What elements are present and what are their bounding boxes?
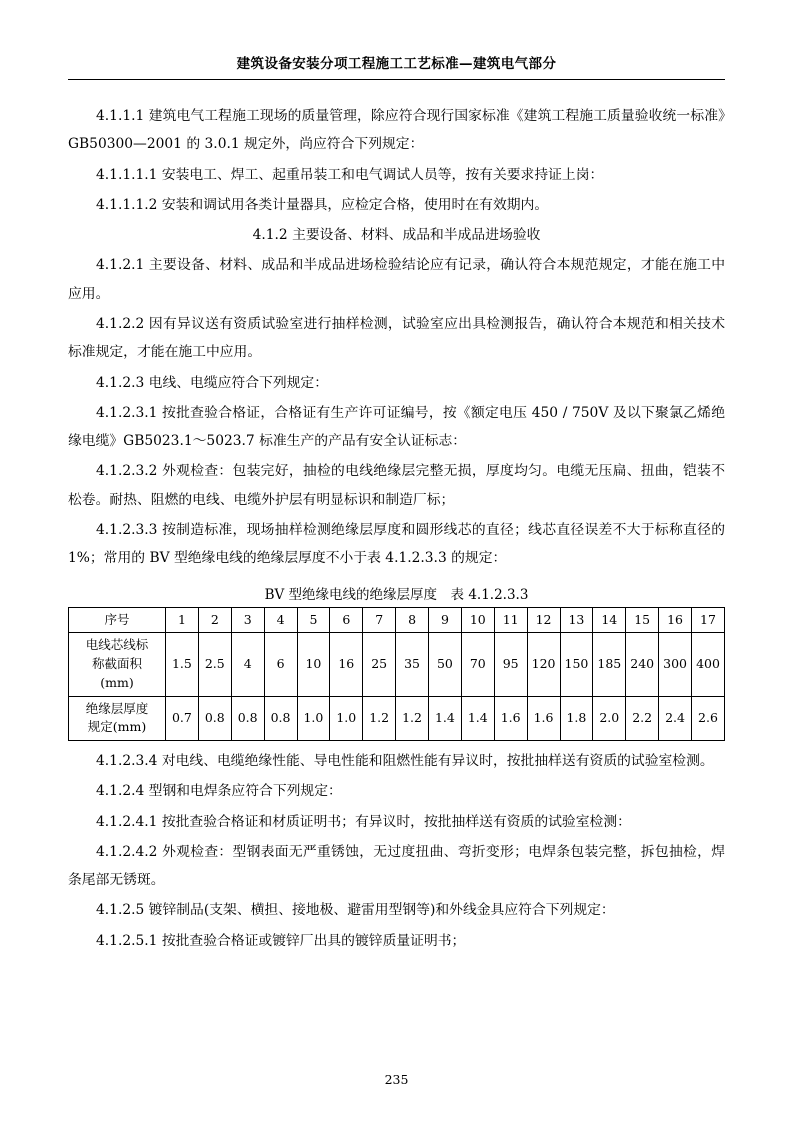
row-header-line: 称截面积 [91, 656, 142, 671]
table-cell: 300 [659, 633, 692, 696]
table-cell: 11 [494, 607, 527, 633]
table-cell: 17 [692, 607, 725, 633]
row-header [69, 696, 166, 741]
table-cell: 10 [297, 633, 330, 696]
table-cell: 1.5 [166, 633, 199, 696]
table-cell: 2.6 [692, 696, 725, 741]
table-cell: 1.0 [297, 696, 330, 741]
paragraph: 4.1.1.1.1 安装电工、焊工、起重吊装工和电气调试人员等，按有关要求持证上岗： [96, 166, 604, 183]
table-cell: 35 [396, 633, 429, 696]
paragraph: 4.1.2.2 因有异议送有资质试验室进行抽样检测，试验室应出具检测报告，确认符合本规范和相关技术标准规定，才能在施工中应用。 [68, 315, 725, 361]
table-cell: 95 [494, 633, 527, 696]
table-cell: 2.5 [198, 633, 231, 696]
table-cell: 1.6 [527, 696, 560, 741]
table-cell: 2.0 [593, 696, 626, 741]
paragraph: 4.1.1.1.2 安装和调试用各类计量器具，应检定合格，使用时在有效期内。 [96, 196, 549, 213]
paragraph: 4.1.2.3.2 外观检查：包装完好，抽检的电线绝缘层完整无损，厚度均匀。电缆无压扁、扭曲，铠装不松卷。耐热、阻燃的电线、电缆外护层有明显标识和制造厂标； [68, 463, 725, 508]
table-cell: 1.4 [429, 696, 462, 741]
table-cell: 1.2 [363, 696, 396, 741]
table-cell: 1.4 [461, 696, 494, 741]
row-header-line: 规定(mm) [87, 719, 147, 735]
table-cell: 120 [527, 633, 560, 696]
table-cell: 2 [198, 607, 231, 633]
table-cell: 1.6 [494, 696, 527, 741]
row-header-line: (mm) [100, 674, 134, 690]
table-cell: 4 [264, 607, 297, 633]
table-cell: 2.2 [626, 696, 659, 741]
table-cell: 1.8 [560, 696, 593, 741]
paragraph: 4.1.2.5 镀锌制品(支架、横担、接地极、避雷用型钢等)和外线金具应符合下列规定： [96, 902, 615, 919]
table-cell: 16 [659, 607, 692, 633]
page-number: 235 [384, 1072, 409, 1087]
table-cell: 10 [461, 607, 494, 633]
table-cell: 16 [330, 633, 363, 696]
paragraph: 4.1.2.3.3 按制造标准，现场抽样检测绝缘层厚度和圆形线芯的直径；线芯直径误差不大于标称直径的 1%；常用的 BV 型绝缘电线的绝缘层厚度不小于表 4.1.2.3.3 的规定： [68, 521, 725, 567]
paragraph: 4.1.2.3.4 对电线、电缆绝缘性能、导电性能和阻燃性能有异议时，按批抽样送有资质的试验室检测。 [96, 753, 714, 769]
table-cell: 0.8 [198, 696, 231, 741]
table-cell: 3 [231, 607, 264, 633]
paragraph: 4.1.2.4.2 外观检查：型钢表面无严重锈蚀，无过度扭曲、弯折变形；电焊条包装完整，拆包抽检，焊条尾部无锈斑。 [68, 843, 725, 889]
table-cell: 150 [560, 633, 593, 696]
paragraph: 4.1.2.4.1 按批查验合格证和材质证明书；有异议时，按批抽样送有资质的试验室检测： [96, 813, 631, 830]
row-header: 序号 [69, 607, 166, 633]
paragraph: 4.1.2.1 主要设备、材料、成品和半成品进场检验结论应有记录，确认符合本规范规定，才能在施工中应用。 [68, 257, 725, 302]
section-heading: 4.1.2 主要设备、材料、成品和半成品进场验收 [252, 227, 541, 244]
table-cell: 7 [363, 607, 396, 633]
table-cell: 240 [626, 633, 659, 696]
table-cell: 185 [593, 633, 626, 696]
table-cell: 50 [429, 633, 462, 696]
table-cell: 6 [264, 633, 297, 696]
table-row [69, 696, 725, 741]
table-cell: 5 [297, 607, 330, 633]
row-header-line: 电线芯线标 [85, 637, 149, 653]
table-cell: 4 [231, 633, 264, 696]
table-cell: 13 [560, 607, 593, 633]
table-cell: 1.0 [330, 696, 363, 741]
paragraph: 4.1.2.3 电线、电缆应符合下列规定： [96, 374, 329, 391]
insulation-thickness-table [68, 607, 725, 742]
row-header [69, 633, 166, 696]
table-cell: 400 [692, 633, 725, 696]
table-cell: 8 [396, 607, 429, 633]
table-cell: 25 [363, 633, 396, 696]
row-header-line: 绝缘层厚度 [85, 700, 149, 716]
page-header: 建筑设备安装分项工程施工工艺标准—建筑电气部分 [68, 52, 725, 80]
table-cell: 6 [330, 607, 363, 633]
table-cell: 9 [429, 607, 462, 633]
table-cell: 0.7 [166, 696, 199, 741]
table-cell: 2.4 [659, 696, 692, 741]
table-cell: 15 [626, 607, 659, 633]
table-cell: 70 [461, 633, 494, 696]
table-row [69, 607, 725, 633]
table-cell: 1.2 [396, 696, 429, 741]
table-row [69, 633, 725, 696]
paragraph: 4.1.1.1 建筑电气工程施工现场的质量管理，除应符合现行国家标准《建筑工程施工质量验收统一标准》GB50300—2001 的 3.0.1 规定外，尚应符合下列规定： [68, 108, 725, 153]
table-cell: 14 [593, 607, 626, 633]
body-text-bottom [68, 747, 725, 955]
paragraph: 4.1.2.4 型钢和电焊条应符合下列规定： [96, 783, 342, 800]
body-text-top [68, 102, 725, 573]
table-caption: BV 型绝缘电线的绝缘层厚度 表 4.1.2.3.3 [264, 586, 529, 603]
paragraph: 4.1.2.3.1 按批查验合格证，合格证有生产许可证编号，按《额定电压 450 / 750V 及以下聚氯乙烯绝缘电缆》GB5023.1～5023.7 标准生产的产品有安全认证标志： [68, 404, 725, 450]
table-cell: 12 [527, 607, 560, 633]
table-cell: 1 [166, 607, 199, 633]
table-cell: 0.8 [264, 696, 297, 741]
table-cell: 0.8 [231, 696, 264, 741]
paragraph: 4.1.2.5.1 按批查验合格证或镀锌厂出具的镀锌质量证明书； [96, 932, 466, 949]
